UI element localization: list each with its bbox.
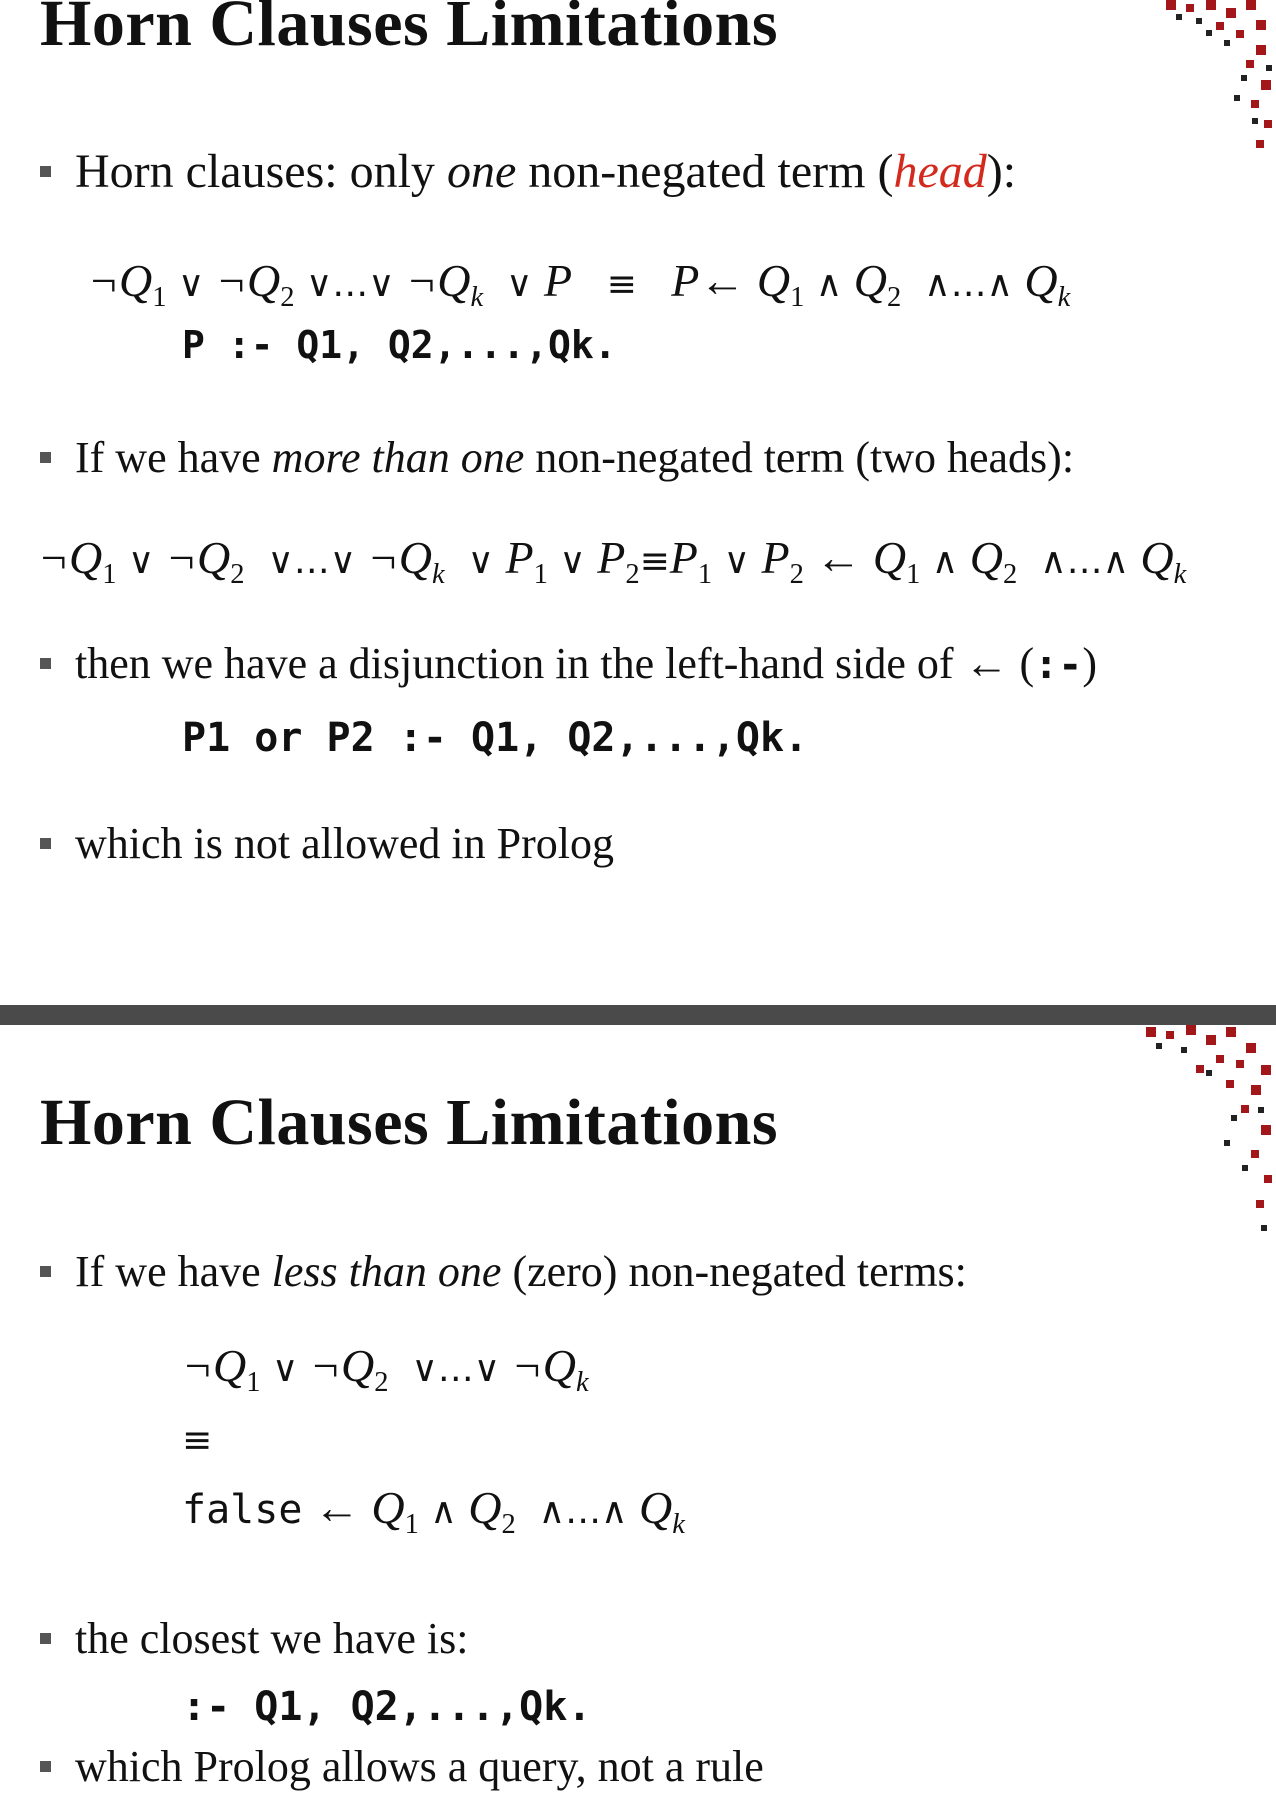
prolog-disjunction-code: P1 or P2 :- Q1, Q2,...,Qk. bbox=[182, 715, 809, 761]
bullet-zero-heads bbox=[40, 1247, 967, 1296]
bullet-two-heads bbox=[40, 433, 1075, 482]
bullet-text: Horn clauses: only bbox=[75, 145, 447, 198]
bullet-text: ): bbox=[986, 145, 1017, 198]
bullet-text: (zero) non-negated terms: bbox=[501, 1247, 967, 1296]
slide-title: Horn Clauses Limitations bbox=[40, 0, 779, 60]
bullet-text: then we have a disjunction in the left-hand side of ← ( bbox=[75, 639, 1035, 688]
bullet-marker bbox=[40, 658, 51, 669]
formula-two-heads: $\neg Q_1$ ∨ $\neg Q_2$ ∨…∨ $\neg Q_k$ ∨ $P_1$ ∨ $P_2\equiv P_1$ ∨ $P_2$ ← $Q_1$ ∧ $Q_2$ ∧…∧ $Q_k$ bbox=[38, 532, 1187, 590]
bullet-text: non-negated term ( bbox=[516, 145, 894, 198]
slide-title: Horn Clauses Limitations bbox=[40, 1086, 779, 1159]
bullet-marker bbox=[40, 1761, 51, 1772]
bullet-marker bbox=[40, 452, 51, 463]
bullet-marker bbox=[40, 166, 51, 177]
prolog-query-code: :- Q1, Q2,...,Qk. bbox=[182, 1684, 592, 1730]
bullet-text: which Prolog allows a query, not a rule bbox=[75, 1742, 764, 1791]
bullet-text: ) bbox=[1082, 639, 1097, 688]
bullet-query-not-rule bbox=[40, 1742, 764, 1791]
formula-false-rule: false ← $Q_1$ ∧ $Q_2$ ∧…∧ $Q_k$ bbox=[182, 1482, 685, 1540]
bullet-marker bbox=[40, 1266, 51, 1277]
bullet-text: the closest we have is: bbox=[75, 1614, 469, 1663]
bullet-emphasis: less than one bbox=[271, 1247, 502, 1296]
bullet-not-allowed bbox=[40, 819, 614, 868]
formula-negated-only: $\neg Q_1$ ∨ $\neg Q_2$ ∨…∨ $\neg Q_k$ bbox=[182, 1340, 589, 1398]
bullet-text: If we have bbox=[75, 1247, 272, 1296]
neck-symbol: :- bbox=[1034, 642, 1083, 688]
equivalence-symbol: ≡ bbox=[182, 1420, 213, 1461]
bullet-text: which is not allowed in Prolog bbox=[75, 819, 614, 868]
bullet-text: If we have bbox=[75, 433, 272, 482]
formula-horn-clause: $\neg Q_1$ ∨ $\neg Q_2$ ∨…∨ $\neg Q_k$ ∨ P ≡ P← $Q_1$ ∧ $Q_2$ ∧…∧ $Q_k$ bbox=[88, 255, 1071, 313]
prolog-rule-code: P :- Q1, Q2,...,Qk. bbox=[182, 323, 617, 367]
bullet-emphasis: one bbox=[446, 145, 517, 198]
embroidery-ornament-icon bbox=[1046, 1025, 1276, 1255]
bullet-closest bbox=[40, 1614, 469, 1663]
bullet-marker bbox=[40, 838, 51, 849]
slide-divider bbox=[0, 1005, 1276, 1025]
slide-2 bbox=[0, 1025, 1276, 1806]
head-highlight: head bbox=[893, 145, 987, 198]
bullet-disjunction bbox=[40, 639, 1097, 688]
bullet-text: non-negated term (two heads): bbox=[524, 433, 1075, 482]
bullet-marker bbox=[40, 1633, 51, 1644]
false-keyword: false bbox=[182, 1487, 303, 1533]
embroidery-ornament-icon bbox=[1106, 0, 1276, 170]
bullet-horn-definition bbox=[40, 145, 1017, 198]
bullet-emphasis: more than one bbox=[271, 433, 525, 482]
